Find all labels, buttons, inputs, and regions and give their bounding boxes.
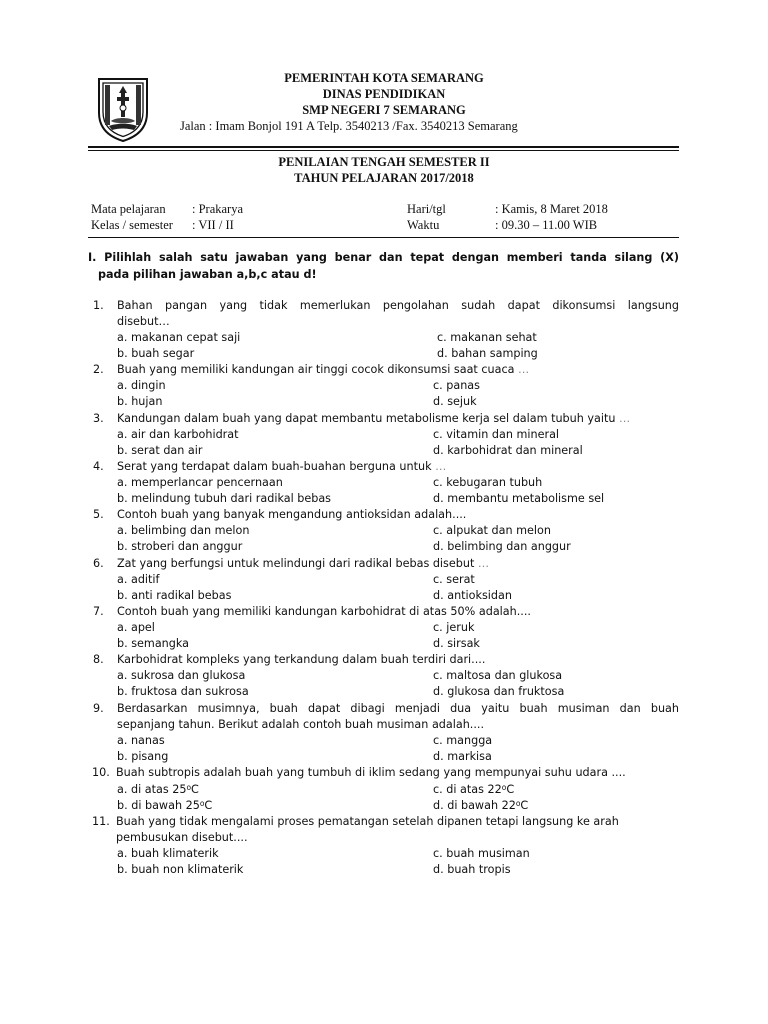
question-text: Berdasarkan musimnya, buah dapat dibagi menjadi dua yaitu buah musiman dan buah xyxy=(117,702,679,715)
question-10 xyxy=(92,765,679,781)
option-c: c. alpukat dan melon xyxy=(433,524,551,537)
option-text: c. di atas 22 xyxy=(433,783,502,796)
question-5 xyxy=(93,507,679,523)
exam-title: PENILAIAN TENGAH SEMESTER II xyxy=(278,155,490,169)
option-c: c. serat xyxy=(433,573,475,586)
question-number: 10. xyxy=(92,766,110,779)
question-ellipsis: … xyxy=(474,557,490,570)
academic-year: TAHUN PELAJARAN 2017/2018 xyxy=(294,171,474,185)
question-text: Zat yang berfungsi untuk melindungi dari radikal bebas disebut xyxy=(117,557,475,570)
question-1 xyxy=(93,298,679,332)
question-2 xyxy=(93,362,679,378)
option-c: c. makanan sehat xyxy=(437,331,537,344)
option-a: a. makanan cepat saji xyxy=(117,331,241,344)
question-text: Karbohidrat kompleks yang terkandung dalam buah terdiri dari.... xyxy=(117,653,486,666)
class-value: : VII / II xyxy=(192,218,234,232)
day-label: Hari/tgl xyxy=(407,202,446,216)
question-7 xyxy=(93,604,679,620)
question-text: Bahan pangan yang tidak memerlukan pengolahan sudah dapat dikonsumsi langsung xyxy=(117,299,679,312)
question-number: 7. xyxy=(93,605,104,618)
option-c: c. mangga xyxy=(433,734,493,747)
question-ellipsis: … xyxy=(431,460,447,473)
question-8 xyxy=(93,652,679,668)
option-d: d. bahan samping xyxy=(437,347,538,360)
instruction-line-2: pada pilihan jawaban a,b,c atau d! xyxy=(98,268,317,281)
question-6 xyxy=(93,556,679,572)
option-d: d. sirsak xyxy=(433,637,480,650)
option-b: b. buah non klimaterik xyxy=(117,863,244,876)
degree-sign: o xyxy=(186,783,192,792)
instruction xyxy=(88,249,679,283)
question-number: 5. xyxy=(93,508,104,521)
option-d: d. markisa xyxy=(433,750,492,763)
school-name: SMP NEGERI 7 SEMARANG xyxy=(302,103,466,117)
question-ellipsis: … xyxy=(615,412,631,425)
option-c: c. panas xyxy=(433,379,480,392)
question-9 xyxy=(93,701,679,735)
time-label: Waktu xyxy=(407,218,440,232)
question-number: 1. xyxy=(93,299,104,312)
letterhead-divider xyxy=(88,146,679,148)
school-address: Jalan : Imam Bonjol 191 A Telp. 3540213 /Fax. 3540213 Semarang xyxy=(180,119,518,133)
question-11 xyxy=(92,814,679,848)
option-d: d. membantu metabolisme sel xyxy=(433,492,605,505)
option-a: a. memperlancar pencernaan xyxy=(117,476,283,489)
option-b: b. buah segar xyxy=(117,347,195,360)
option-b: b. stroberi dan anggur xyxy=(117,540,243,553)
option-b: b. pisang xyxy=(117,750,169,763)
option-c: c. kebugaran tubuh xyxy=(433,476,543,489)
option-b xyxy=(117,798,212,814)
question-number: 2. xyxy=(93,363,104,376)
question-text: Buah subtropis adalah buah yang tumbuh di iklim sedang yang mempunyai suhu udara .... xyxy=(116,766,626,779)
info-divider xyxy=(88,237,679,238)
option-a: a. nanas xyxy=(117,734,165,747)
question-text: Contoh buah yang banyak mengandung antioksidan adalah.... xyxy=(117,508,467,521)
option-b: b. fruktosa dan sukrosa xyxy=(117,685,249,698)
degree-sign: o xyxy=(501,783,507,792)
option-a: a. belimbing dan melon xyxy=(117,524,250,537)
government-name: PEMERINTAH KOTA SEMARANG xyxy=(284,71,484,85)
question-text: Contoh buah yang memiliki kandungan karbohidrat di atas 50% adalah.... xyxy=(117,605,531,618)
question-4 xyxy=(93,459,679,475)
class-label: Kelas / semester xyxy=(91,218,173,232)
option-a: a. sukrosa dan glukosa xyxy=(117,669,246,682)
degree-sign: o xyxy=(199,799,205,808)
degree-sign: o xyxy=(515,799,521,808)
option-c: c. jeruk xyxy=(433,621,475,634)
option-d: d. belimbing dan anggur xyxy=(433,540,571,553)
unit: C xyxy=(204,799,213,812)
option-c: c. vitamin dan mineral xyxy=(433,428,560,441)
option-c: c. buah musiman xyxy=(433,847,530,860)
option-b: b. serat dan air xyxy=(117,444,203,457)
option-d: d. antioksidan xyxy=(433,589,512,602)
question-number: 6. xyxy=(93,557,104,570)
option-d: d. buah tropis xyxy=(433,863,511,876)
question-text-cont: sepanjang tahun. Berikut adalah contoh buah musiman adalah.... xyxy=(117,718,485,731)
option-d: d. sejuk xyxy=(433,395,477,408)
question-number: 4. xyxy=(93,460,104,473)
subject-value: : Prakarya xyxy=(192,202,244,216)
option-a: a. air dan karbohidrat xyxy=(117,428,239,441)
option-a xyxy=(117,782,199,798)
option-text: b. di bawah 25 xyxy=(117,799,200,812)
unit: C xyxy=(191,783,199,796)
department-name: DINAS PENDIDIKAN xyxy=(322,87,446,101)
option-b: b. melindung tubuh dari radikal bebas xyxy=(117,492,332,505)
option-text: d. di bawah 22 xyxy=(433,799,516,812)
option-b: b. anti radikal bebas xyxy=(117,589,232,602)
unit: C xyxy=(520,799,529,812)
subject-label: Mata pelajaran xyxy=(91,202,166,216)
question-text: Buah yang memiliki kandungan air tinggi cocok dikonsumsi saat cuaca xyxy=(117,363,515,376)
option-a: a. aditif xyxy=(117,573,160,586)
question-text: Kandungan dalam buah yang dapat membantu metabolisme kerja sel dalam tubuh yaitu xyxy=(117,412,616,425)
option-d: d. glukosa dan fruktosa xyxy=(433,685,565,698)
question-3 xyxy=(93,411,679,427)
option-a: a. apel xyxy=(117,621,155,634)
option-d: d. karbohidrat dan mineral xyxy=(433,444,583,457)
question-number: 9. xyxy=(93,702,104,715)
question-text: Serat yang terdapat dalam buah-buahan berguna untuk xyxy=(117,460,432,473)
option-c: c. maltosa dan glukosa xyxy=(433,669,563,682)
option-c xyxy=(433,782,514,798)
day-value: : Kamis, 8 Maret 2018 xyxy=(495,202,608,216)
instruction-line-1: I. Pilihlah salah satu jawaban yang benar dan tepat dengan memberi tanda silang (X) xyxy=(88,251,679,264)
question-text: Buah yang tidak mengalami proses pematangan setelah dipanen tetapi langsung ke arah xyxy=(116,815,619,828)
option-text: a. di atas 25 xyxy=(117,783,187,796)
option-a: a. dingin xyxy=(117,379,166,392)
question-ellipsis: … xyxy=(514,363,530,376)
option-b: b. hujan xyxy=(117,395,163,408)
option-a: a. buah klimaterik xyxy=(117,847,219,860)
question-text-cont: disebut… xyxy=(117,315,170,328)
option-d xyxy=(433,798,528,814)
letterhead-divider-thin xyxy=(88,150,679,151)
question-text-cont: pembusukan disebut.... xyxy=(116,831,248,844)
question-number: 3. xyxy=(93,412,104,425)
time-value: : 09.30 – 11.00 WIB xyxy=(495,218,598,232)
question-number: 11. xyxy=(92,815,110,828)
unit: C xyxy=(506,783,515,796)
question-number: 8. xyxy=(93,653,104,666)
option-b: b. semangka xyxy=(117,637,190,650)
